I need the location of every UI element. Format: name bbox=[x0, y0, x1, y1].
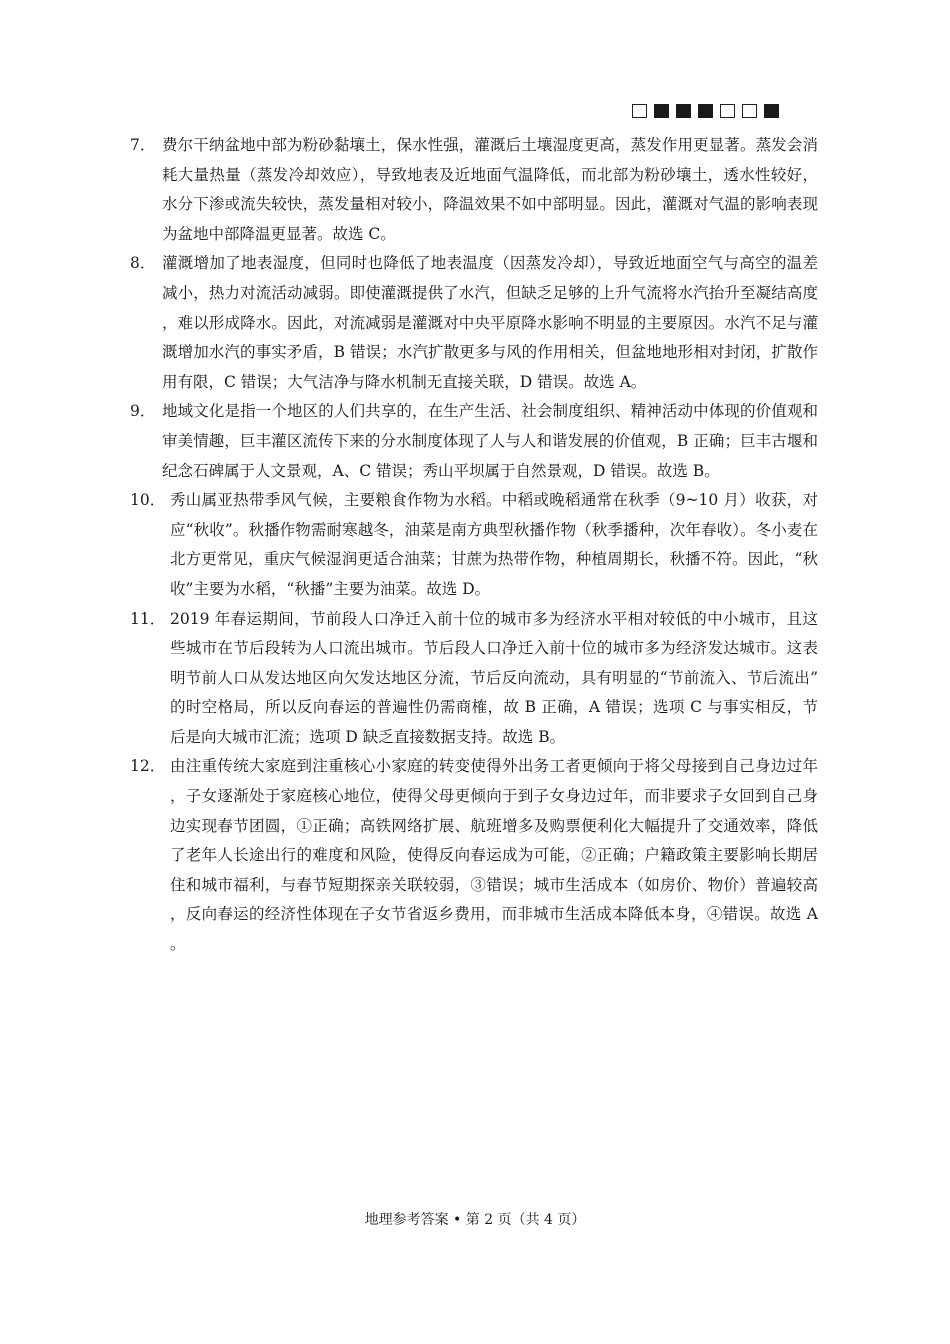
page-footer: 地理参考答案 • 第 2 页（共 4 页） bbox=[364, 1212, 586, 1228]
header-mark-filled bbox=[654, 104, 669, 118]
answer-item-10 bbox=[130, 486, 818, 604]
header-mark-filled bbox=[764, 104, 779, 118]
answer-text: 地域文化是指一个地区的人们共享的，在生产生活、社会制度组织、精神活动中体现的价值观和审美情趣，巨丰灌区流传下来的分水制度体现了人与人和谐发展的价值观，B 正确；巨丰古堰和纪念石碑属于人文景观，A、C 错误；秀山平坝属于自然景观，D 错误。故选 B。 bbox=[162, 402, 818, 480]
answer-text: 2019 年春运期间，节前段人口净迁入前十位的城市多为经济水平相对较低的中小城市，且这些城市在节后段转为人口流出城市。节后段人口净迁入前十位的城市多为经济发达城市。这表明节前人口从发达地区向欠发达地区分流，节后反向流动，具有明显的“节前流入、节后流出”的时空格局，所以反向春运的普遍性仍需商榷，故 B 正确，A 错误；选项 C 与事实相反，节后是向大城市汇流；选项 D 缺乏直接数据支持。故选 B。 bbox=[170, 609, 818, 746]
answer-item-8 bbox=[130, 249, 818, 397]
answer-number: 8． bbox=[130, 254, 156, 273]
answer-number: 12． bbox=[130, 757, 166, 776]
answer-number: 11． bbox=[130, 609, 166, 628]
header-mark-filled bbox=[676, 104, 691, 118]
answer-number: 9． bbox=[130, 402, 156, 421]
answer-text: 由注重传统大家庭到注重核心小家庭的转变使得外出务工者更倾向于将父母接到自己身边过年，子女逐渐处于家庭核心地位，使得父母更倾向于到子女身边过年，而非要求子女回到自己身边实现春节团圆，①正确；高铁网络扩展、航班增多及购票便利化大幅提升了交通效率，降低了老年人长途出行的难度和风险，使得反向春运成为可能，②正确；户籍政策主要影响长期居住和城市福利，与春节短期探亲关联较弱，③错误；城市生活成本（如房价、物价）普遍较高，反向春运的经济性体现在子女节省返乡费用，而非城市生活成本降低本身，④错误。故选 A。 bbox=[170, 757, 818, 954]
answer-number: 10． bbox=[130, 491, 166, 510]
answer-number: 7． bbox=[130, 136, 156, 154]
answer-text: 费尔干纳盆地中部为粉砂黏壤土，保水性强，灌溉后土壤湿度更高，蒸发作用更显著。蒸发会消耗大量热量（蒸发冷却效应），导致地表及近地面气温降低，而北部为粉砂壤土，透水性较好，水分下渗或流失较快，蒸发量相对较小，降温效果不如中部明显。因此，灌溉对气温的影响表现为盆地中部降温更显著。故选 C。 bbox=[162, 136, 818, 243]
answer-item-7 bbox=[130, 131, 818, 249]
answer-text: 秀山属亚热带季风气候，主要粮食作物为水稻。中稻或晚稻通常在秋季（9~10 月）收获，对应“秋收”。秋播作物需耐寒越冬，油菜是南方典型秋播作物（秋季播种，次年春收）。冬小麦在北方更常见，重庆气候湿润更适合油菜；甘蔗为热带作物，种植周期长，秋播不符。因此，“秋收”主要为水稻，“秋播”主要为油菜。故选 D。 bbox=[170, 491, 818, 598]
answer-list bbox=[130, 131, 818, 960]
answer-item-12 bbox=[130, 752, 818, 959]
header-mark-filled bbox=[698, 104, 713, 118]
answer-item-9 bbox=[130, 397, 818, 486]
answer-item-11 bbox=[130, 605, 818, 753]
answer-text: 灌溉增加了地表湿度，但同时也降低了地表温度（因蒸发冷却），导致近地面空气与高空的温差减小，热力对流活动减弱。即使灌溉提供了水汽，但缺乏足够的上升气流将水汽抬升至凝结高度，难以形成降水。因此，对流减弱是灌溉对中央平原降水影响不明显的主要原因。水汽不足与灌溉增加水汽的事实矛盾，B 错误；水汽扩散更多与风的作用相关，但盆地地形相对封闭，扩散作用有限，C 错误；大气洁净与降水机制无直接关联，D 错误。故选 A。 bbox=[162, 254, 818, 391]
header-mark-empty bbox=[632, 104, 647, 118]
header-marks bbox=[632, 104, 779, 118]
header-mark-empty bbox=[742, 104, 757, 118]
header-mark-empty bbox=[720, 104, 735, 118]
